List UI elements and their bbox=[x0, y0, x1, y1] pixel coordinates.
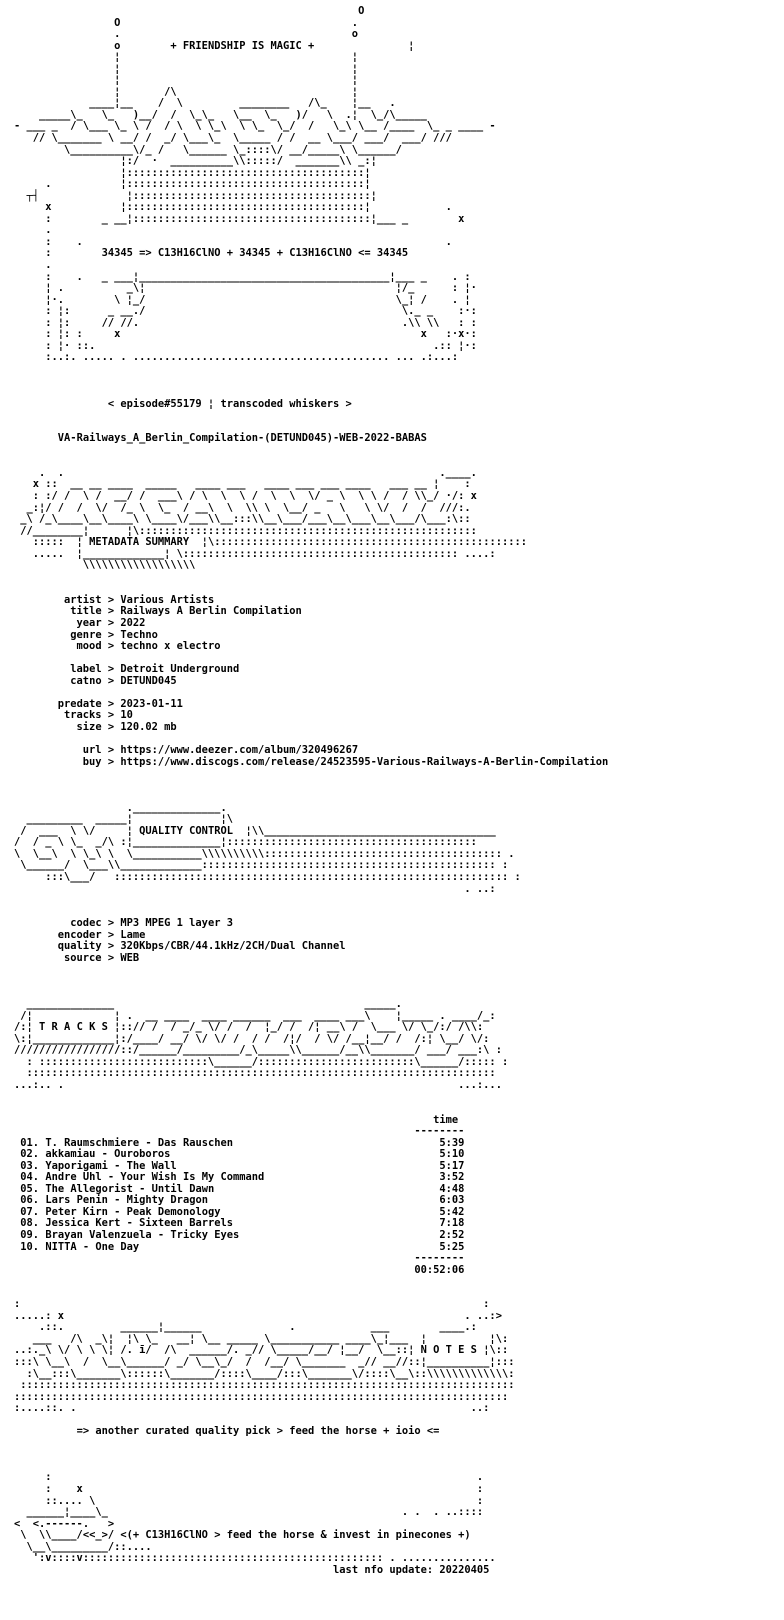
formula-line: 34345 => C13H16ClNO + 34345 + C13H16ClNO <= 34345 bbox=[101, 247, 409, 260]
art-line: : ¦· ::. .:: ¦·: bbox=[14, 339, 477, 352]
metadata-row: buy > https://www.discogs.com/release/24523595-Various-Railways-A-Berlin-Compilation bbox=[14, 757, 608, 769]
art-line: ...:.. . ...:... bbox=[14, 1078, 502, 1091]
metadata-row: mood > techno x electro bbox=[14, 641, 608, 653]
quality-row: quality > 320Kbps/CBR/44.1kHz/2CH/Dual Channel bbox=[14, 941, 608, 953]
art-line bbox=[14, 1091, 608, 1103]
art-line: :::\ \__\ / \__\______/ _/ \__\_/ / /__/ \_______ _// __//::¦__________¦::: bbox=[14, 1355, 515, 1368]
track-title: Andre Uhl - Your Wish Is My Command bbox=[45, 1171, 265, 1184]
art-line: _:¦/ / / \/ /_ \ \_ / __\ \ \\ \ \__/ _ \ \ \/ / / ///:. bbox=[14, 501, 471, 514]
metadata-key: size bbox=[76, 720, 102, 733]
art-line: . ..: bbox=[14, 882, 496, 895]
notes-text: => another curated quality pick > feed the horse + ioio <= bbox=[76, 1425, 440, 1438]
art-line: :::\___/ ::::::::::::::::::::::::::::::::::::::::::::::::::::::::::::::: : bbox=[14, 871, 521, 884]
art-line: \\\\\\\\\\\\\\\\\\ bbox=[14, 559, 196, 572]
art-line: ¦::::::::::::::::::::::::::::::::::::::¦ bbox=[14, 166, 371, 179]
metadata-key: genre bbox=[70, 628, 102, 641]
episode-line: < episode#55179 ¦ transcoded whiskers > bbox=[107, 397, 352, 410]
metadata-key: mood bbox=[76, 640, 102, 653]
art-line: : . _ ___¦________________________________________¦___ _ . : bbox=[14, 270, 471, 283]
art-line bbox=[14, 1276, 608, 1288]
art-line bbox=[14, 780, 608, 792]
art-line: _____\_ \_ )__/ / \_\_ \__ \_ )/ \ .¦ \_/\_____ bbox=[14, 108, 427, 121]
metadata-key: url bbox=[82, 744, 102, 756]
art-line: _\ /_\____\__\____\ \____\/___\\__:::\\__\___/___\__\___\__\___/\___:\:: bbox=[14, 513, 471, 526]
art-line: // \_______ \ __/ / _/ \___\_ \_____ / / __ \___/ ___/ ___/ /// bbox=[14, 132, 459, 145]
art-line: -------- bbox=[14, 1252, 465, 1265]
track-number: 08. bbox=[20, 1217, 40, 1230]
art-line: ┬┤ ¦::::::::::::::::::::::::::::::::::::::¦ bbox=[14, 189, 377, 202]
metadata-value: techno x electro bbox=[120, 640, 221, 653]
art-line: x ¦::::::::::::::::::::::::::::::::::::::¦ . bbox=[14, 201, 452, 214]
metadata-key: year bbox=[76, 616, 102, 629]
art-line bbox=[14, 376, 608, 388]
art-line: ¦:/ · __________\\:::::/ _______\\ _:¦ bbox=[14, 155, 377, 168]
art-line bbox=[14, 1438, 608, 1450]
track-title: akkamiau - Ouroboros bbox=[45, 1148, 171, 1161]
art-line bbox=[14, 964, 608, 976]
tagline: + FRIENDSHIP IS MAGIC + bbox=[170, 39, 315, 52]
track-number: 03. bbox=[20, 1159, 40, 1172]
metadata-row: title > Railways A Berlin Compilation bbox=[14, 606, 608, 618]
art-line: \______/ \___\\_____________::::::::::::::::::::::::::::::::::::::::::::::: : bbox=[14, 859, 509, 872]
art-line: : . bbox=[14, 1471, 484, 1484]
art-line: /¦ ¦ . __ ____ ____ ______ ___ ____ ___\ ¦_____ . ____/_: bbox=[14, 1009, 496, 1022]
time-header: time bbox=[433, 1113, 459, 1126]
metadata-value: 2022 bbox=[120, 616, 146, 629]
art-line: ::::::::::::::::::::::::::::::::::::::::::::::::::::::::::::::::::::::::::::::: bbox=[14, 1390, 509, 1403]
track-title: Yaporigami - The Wall bbox=[45, 1159, 177, 1172]
quality-value: WEB bbox=[120, 951, 140, 964]
metadata-key: predate bbox=[57, 697, 102, 710]
art-line bbox=[14, 1565, 608, 1577]
track-time: 4:48 bbox=[439, 1182, 465, 1195]
art-line: : ¦: : x x :·x·: bbox=[14, 328, 477, 341]
metadata-row: label > Detroit Underground bbox=[14, 664, 608, 676]
track-title: NITTA - One Day bbox=[45, 1240, 140, 1253]
metadata-row: url > https://www.deezer.com/album/320496267 bbox=[14, 745, 608, 757]
release-name: VA-Railways_A_Berlin_Compilation-(DETUND045)-WEB-2022-BABAS bbox=[57, 432, 427, 445]
metadata-row: year > 2022 bbox=[14, 618, 608, 630]
track-title: Brayan Valenzuela - Tricky Eyes bbox=[45, 1228, 240, 1241]
metadata-value: Railways A Berlin Compilation bbox=[120, 605, 302, 618]
art-line bbox=[14, 410, 608, 422]
metadata-value: Various Artists bbox=[120, 593, 215, 606]
art-line: O bbox=[14, 5, 365, 17]
art-line bbox=[14, 1103, 608, 1115]
art-line: ¦ ¦ bbox=[14, 51, 359, 64]
track-number: 09. bbox=[20, 1228, 40, 1241]
art-line: ':v::::v:::::::::::::::::::::::::::::::::::::::::::::::: . ............... bbox=[14, 1552, 496, 1565]
art-line bbox=[14, 364, 608, 376]
art-line: ¦ . _\¦ ¦/_ : ¦· bbox=[14, 282, 477, 295]
art-line: :..:. ..... . ......................................... ... .:...: bbox=[14, 351, 459, 364]
metadata-key: label bbox=[70, 663, 102, 676]
metadata-row: predate > 2023-01-11 bbox=[57, 697, 183, 710]
art-line: ______¦____\_ . . . ..:::: bbox=[14, 1506, 484, 1519]
art-line: < <.------. > bbox=[14, 1517, 115, 1530]
metadata-key: title bbox=[70, 605, 102, 618]
art-line: : : bbox=[14, 1298, 490, 1311]
track-title: Peter Kirn - Peak Demonology bbox=[45, 1205, 221, 1218]
quality-row: source > WEB bbox=[14, 953, 608, 965]
last-update: last nfo update: 20220405 bbox=[333, 1563, 490, 1576]
art-line: ____¦__ / \ ________ /\_ ¦__ . bbox=[14, 97, 396, 110]
track-title: Jessica Kert - Sixteen Barrels bbox=[45, 1217, 233, 1230]
art-line bbox=[14, 433, 608, 445]
metadata-row: size > 120.02 mb bbox=[14, 722, 608, 734]
metadata-value: https://www.deezer.com/album/320496267 bbox=[120, 744, 359, 756]
art-line: .::. ______¦______ . ___ ____.: bbox=[14, 1321, 477, 1334]
art-line: : 34345 => C13H16ClNO + 34345 + C13H16ClNO <= 34345 bbox=[14, 247, 409, 260]
track-time: 5:25 bbox=[439, 1240, 465, 1253]
art-line bbox=[14, 399, 608, 411]
art-line: . . .____. bbox=[14, 466, 477, 479]
track-time: 3:52 bbox=[439, 1171, 465, 1184]
art-line: ¦ ¦ bbox=[14, 74, 359, 87]
metadata-key: buy bbox=[82, 755, 102, 768]
metadata-value: 120.02 mb bbox=[120, 720, 177, 733]
art-line: : ¦: _ __./ \._ _ :·: bbox=[14, 305, 477, 318]
art-line: //________¦ ¦\:::::::::::::::::::::::::::::::::::::::::::::::::::::: bbox=[14, 524, 477, 537]
track-time: 5:17 bbox=[439, 1159, 465, 1172]
art-line bbox=[14, 768, 608, 780]
art-line: : :::::::::::::::::::::::::::\______/:::::::::::::::::::::::::\______/::::: : bbox=[14, 1055, 509, 1068]
art-line: : :/ / \ / __/ / ___\ / \ \ \ / \ \ \/ _ \ \ \ / / \\_/ ·/: x bbox=[14, 489, 477, 502]
art-line bbox=[14, 1426, 608, 1438]
track-title: Lars Penin - Mighty Dragon bbox=[45, 1194, 208, 1207]
track-time: 7:18 bbox=[439, 1217, 465, 1230]
quality-key: quality bbox=[57, 940, 102, 953]
art-line: ::::::::::::::::::::::::::::::::::::::::::::::::::::::::::::::::::::::::::::::: bbox=[14, 1379, 515, 1392]
track-number: 10. bbox=[20, 1240, 40, 1253]
quality-key: source bbox=[64, 951, 102, 964]
art-line: ..:._\ \/ \ \ \¦ /. ī/ /\ ______/. _// \_____/__/ ¦__/ \__::¦ N O T E S ¦\:: bbox=[14, 1344, 509, 1357]
track-number: 02. bbox=[20, 1148, 40, 1161]
metadata-value: DETUND045 bbox=[120, 674, 177, 687]
track-number: 05. bbox=[20, 1182, 40, 1195]
track-title: The Allegorist - Until Dawn bbox=[45, 1182, 215, 1195]
art-line bbox=[14, 445, 608, 457]
tracklist-total-row bbox=[14, 1265, 608, 1277]
art-line: ::::: ¦ METADATA SUMMARY ¦\:::::::::::::::::::::::::::::::::::::::::::::::::: bbox=[14, 536, 527, 549]
footer-slogan: <(+ C13H16ClNO > feed the horse & invest in pinecones +) bbox=[120, 1529, 471, 1542]
art-line: \:¦_____________¦:/____/ __/ \/ \/ / / / /¦/ / \/ /__¦__/ / /:¦ \__/ \/: bbox=[14, 1032, 490, 1045]
track-number: 01. bbox=[20, 1136, 40, 1149]
track-number: 04. bbox=[20, 1171, 40, 1184]
art-line: O . bbox=[14, 16, 359, 29]
quality-row: codec > MP3 MPEG 1 layer 3 bbox=[14, 918, 608, 930]
quality-value: 320Kbps/CBR/44.1kHz/2CH/Dual Channel bbox=[120, 940, 346, 953]
track-time: 5:39 bbox=[439, 1136, 465, 1149]
art-line: .______________. bbox=[14, 801, 227, 814]
quality-key: encoder bbox=[57, 928, 102, 941]
art-line: _________ _____¦ ¦\ bbox=[14, 813, 233, 826]
quality-key: codec bbox=[70, 917, 102, 930]
track-time: 5:10 bbox=[439, 1148, 465, 1161]
art-line: . bbox=[14, 224, 52, 237]
art-line: \ \__\ \ \_\ \ \___________\\\\\\\\\\:::::::::::::::::::::::::::::::::::::: . bbox=[14, 847, 515, 860]
metadata-key: tracks bbox=[64, 709, 102, 722]
art-line bbox=[14, 572, 608, 584]
nfo-document bbox=[14, 6, 608, 1576]
metadata-key: artist bbox=[64, 593, 102, 606]
track-row bbox=[14, 1149, 608, 1161]
art-line: : ¦: // //. .\\ \\ : : bbox=[14, 316, 477, 329]
art-line: x :: __ __ ____ _____ ____ ___ ____ ___ ___ ____ ___ __ ¦ : bbox=[14, 478, 471, 491]
art-line bbox=[14, 895, 608, 907]
art-line: ______________ _____. bbox=[14, 998, 402, 1011]
art-line: ::.... \ : bbox=[14, 1494, 484, 1507]
art-line: ¦ ¦ bbox=[14, 62, 359, 75]
metadata-row: tracks > 10 bbox=[14, 710, 608, 722]
art-line: /:¦ T R A C K S ¦::// / / _/_ \/ / / ¦_/ / /¦ __\ / \___ \/ \_/:/ /\\: bbox=[14, 1021, 484, 1034]
metadata-row: catno > DETUND045 bbox=[14, 676, 608, 688]
track-time: 5:42 bbox=[439, 1205, 465, 1218]
art-line: :....::. . ..: bbox=[14, 1402, 490, 1415]
metadata-value: Techno bbox=[120, 628, 158, 641]
art-line: /////////////////::/______/_________/_\_____\\______/__\\_______/ ___/ ___:\ : bbox=[14, 1044, 502, 1057]
track-time: 6:03 bbox=[439, 1194, 465, 1207]
art-line: \__\_________/::.... bbox=[14, 1540, 152, 1553]
art-line bbox=[14, 1449, 608, 1461]
metadata-value: 10 bbox=[120, 709, 133, 722]
art-line bbox=[14, 791, 608, 803]
art-line: ::::::::::::::::::::::::::::::::::::::::::::::::::::::::::::::::::::::::::: bbox=[14, 1067, 496, 1080]
tracks-section-title: T R A C K S bbox=[39, 1021, 108, 1034]
metadata-value: Detroit Underground bbox=[120, 663, 240, 676]
art-line: : x : bbox=[14, 1483, 484, 1495]
metadata-value: https://www.discogs.com/release/24523595-Various-Railways-A-Berlin-Compilation bbox=[120, 755, 609, 768]
art-line: . ¦::::::::::::::::::::::::::::::::::::::¦ bbox=[14, 178, 371, 191]
quality-value: Lame bbox=[120, 928, 146, 941]
art-line: \ \\____/<<_>/ <(+ C13H16ClNO > feed the horse & invest in pinecones +) bbox=[14, 1529, 471, 1542]
art-line: - ___ _ / \___ \_ \ / / \ \ \_\ \ \_ \_/ / \_\ \__ /____ \_ _ ____ - bbox=[14, 120, 496, 133]
art-line: ¦·. \ ¦_/ \_¦ / . ¦ bbox=[14, 293, 471, 306]
art-line: / ___ \ \/ ¦ QUALITY CONTROL ¦\\_____________________________________ bbox=[14, 824, 496, 837]
track-number: 07. bbox=[20, 1205, 40, 1218]
track-row bbox=[14, 1230, 608, 1242]
art-line: .....: x . ..:> bbox=[14, 1309, 502, 1322]
total-time: 00:52:06 bbox=[414, 1263, 465, 1276]
art-line bbox=[14, 976, 608, 988]
metadata-key: catno bbox=[70, 674, 102, 687]
art-line: . bbox=[14, 259, 52, 272]
quality-row: encoder > Lame bbox=[14, 930, 608, 942]
metadata-row: genre > Techno bbox=[14, 630, 608, 642]
art-line: ¦ /\ ¦ bbox=[14, 85, 359, 98]
track-time: 2:52 bbox=[439, 1228, 465, 1241]
art-line: . o bbox=[14, 28, 359, 41]
track-number: 06. bbox=[20, 1194, 40, 1207]
metadata-row: artist > Various Artists bbox=[14, 595, 608, 607]
art-line: : _ __¦::::::::::::::::::::::::::::::::::::::¦___ _ x bbox=[14, 212, 465, 225]
art-line: o + FRIENDSHIP IS MAGIC + ¦ bbox=[14, 39, 415, 52]
art-line: ___ /\ _\¦ ¦\ \_ __¦ \__ _____ \___________ ____\_¦___ ¦ ¦\: bbox=[14, 1332, 509, 1345]
metadata-value: 2023-01-11 bbox=[120, 697, 183, 710]
art-line: \__________\/_ / \______ \_::::\/ __/_____\ \______/ bbox=[14, 143, 402, 156]
art-line: ..... ¦_____________¦ \:::::::::::::::::::::::::::::::::::::::::::: ....: bbox=[14, 547, 496, 560]
art-line: -------- bbox=[14, 1125, 465, 1138]
notes-section-title: N O T E S bbox=[420, 1344, 477, 1357]
quality-value: MP3 MPEG 1 layer 3 bbox=[120, 917, 233, 930]
metadata-section-title: METADATA SUMMARY bbox=[89, 536, 190, 549]
track-title: T. Raumschmiere - Das Rauschen bbox=[45, 1136, 233, 1149]
art-line: : . . bbox=[14, 235, 452, 248]
art-line: :\__:::\_______\::::::\_______/::::\____/:::\_______\/::::\__\::\\\\\\\\\\\\\: bbox=[14, 1367, 515, 1380]
art-line: / / _ \ \_ _/\ :¦______________¦:::::::::::::::::::::::::::::::::::::::: bbox=[14, 836, 477, 849]
quality-section-title: QUALITY CONTROL bbox=[139, 824, 233, 837]
